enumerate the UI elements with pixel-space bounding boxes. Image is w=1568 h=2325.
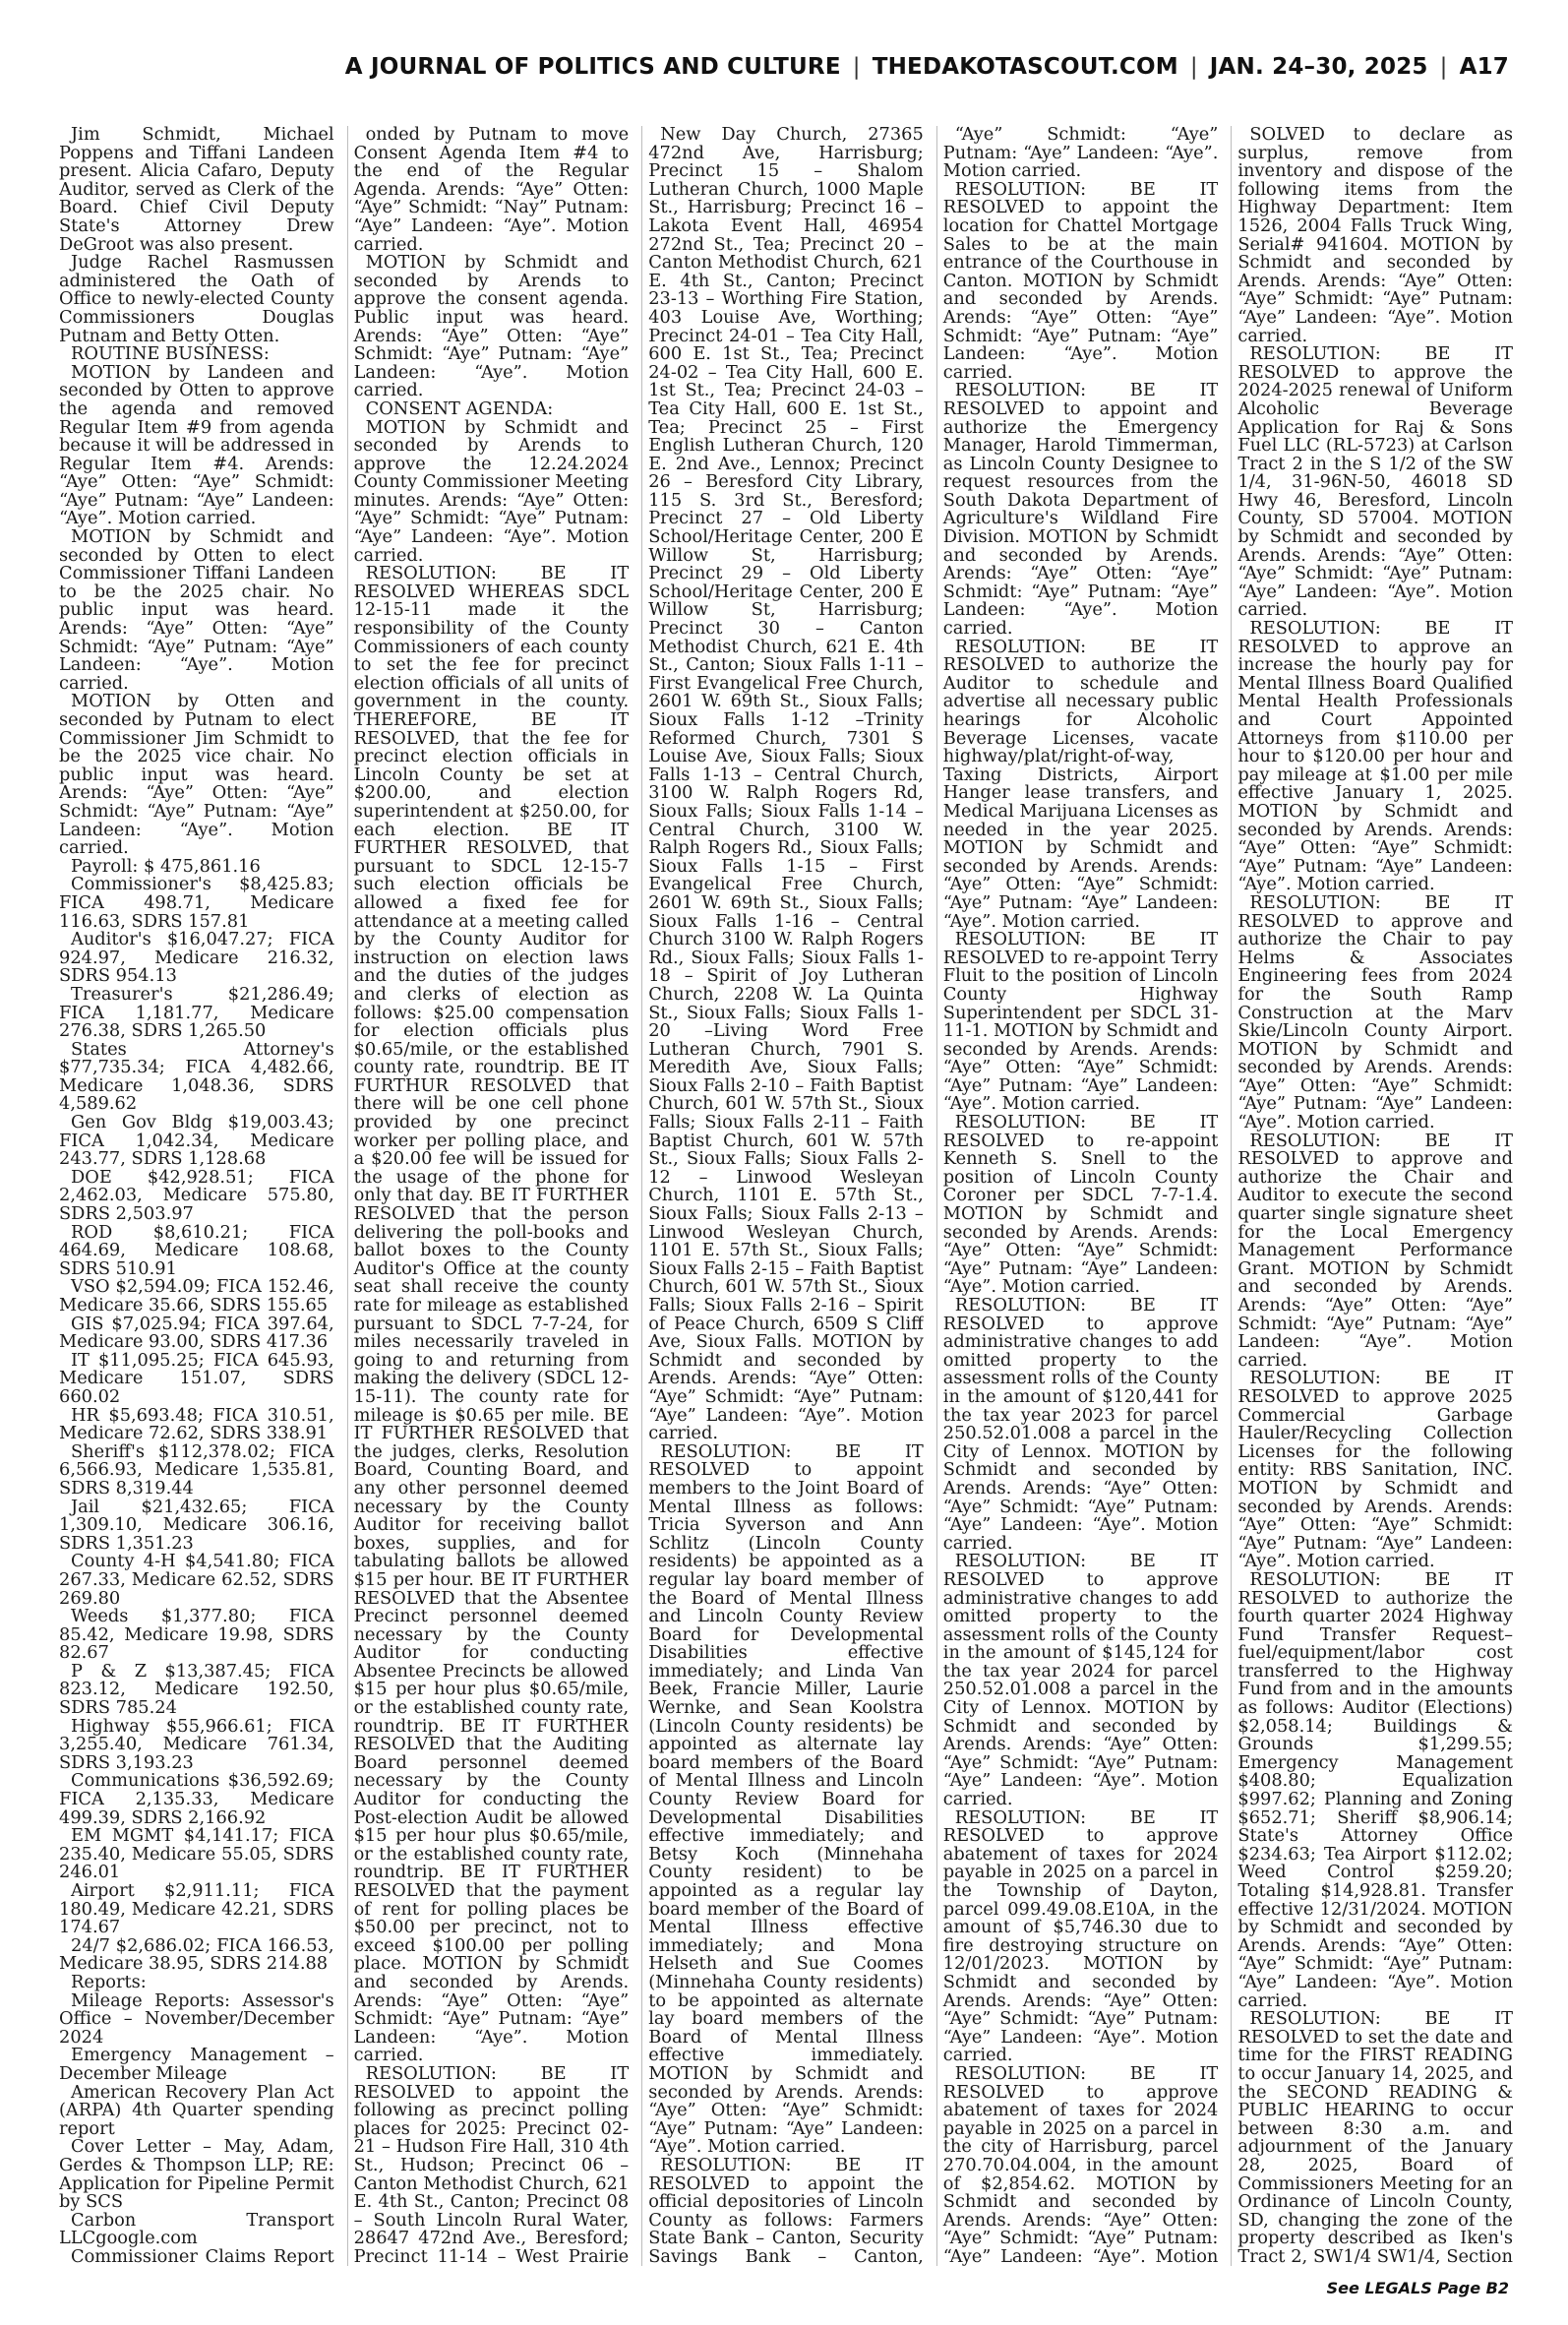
paragraph: DOE $42,928.51; FICA 2,462.03, Medicare 575.80, SDRS 2,503.97 [59,1166,334,1225]
paragraph: Carbon Transport LLCgoogle.com [59,2209,334,2249]
paragraph: MOTION by Schmidt and seconded by Arends to approve the 12.24.2024 County Commissioner Meeting minutes. Arends: “Aye” Otten: “Aye” Schmidt: “Aye” Putnam: “Aye” Landeen: “Aye”. Motion carried. [353,416,630,566]
paragraph: MOTION by Otten and seconded by Putnam to elect Commissioner Jim Schmidt to be the 2025 vice chair. No public input was heard. Arends: “Aye” Otten: “Aye” Schmidt: “Aye” Putnam: “Aye” Landeen: “Aye”. Motion carried. [59,691,334,859]
paragraph: Jim Schmidt, Michael Poppens and Tiffani Landeen present. Alicia Cafaro, Deputy Auditor, served as Clerk of the Board. Chief Civil Deputy State's Attorney Drew DeGroot was also present. [59,126,334,255]
paragraph: Treasurer's $21,286.49; FICA 1,181.77, Medicare 276.38, SDRS 1,265.50 [59,983,334,1042]
paragraph: Gen Gov Bldg $19,003.43; FICA 1,042.34, Medicare 243.77, SDRS 1,128.68 [59,1112,334,1170]
paragraph: Commissioner Claims Report [71,2245,334,2266]
text-column [936,126,1219,2266]
paragraph: Reports: [71,1971,147,1992]
paragraph: SOLVED to declare as surplus, remove from inventory and dispose of the following items from the Highway Department: Item 1526, 2004 Falls Truck Wing, Serial# 941604. MOTION by Schmidt and seconded by Arends. Arends: “Aye” Otten: “Aye” Schmidt: “Aye” Putnam: “Aye” Landeen: “Aye”. Motion carried. [1237,126,1513,346]
paragraph: MOTION by Schmidt and seconded by Otten to elect Commissioner Tiffani Landeen to be the 2025 chair. No public input was heard. Arends: “Aye” Otten: “Aye” Schmidt: “Aye” Putnam: “Aye” Landeen: “Aye”. Motion carried. [59,526,334,694]
paragraph: Cover Letter – May, Adam, Gerdes & Thompson LLP; RE: Application for Pipeline Permit by SCS [59,2136,334,2213]
paragraph: Airport $2,911.11; FICA 180.49, Medicare 42.21, SDRS 174.67 [59,1880,334,1938]
paragraph: Highway $55,966.61; FICA 3,255.40, Medicare 761.34, SDRS 3,193.23 [59,1715,334,1773]
paragraph: MOTION by Schmidt and seconded by Arends to approve the consent agenda. Public input was heard. Arends: “Aye” Otten: “Aye” Schmidt: “Aye” Putnam: “Aye” Landeen: “Aye”. Motion carried. [353,252,630,401]
paragraph: States Attorney's $77,735.34; FICA 4,482.66, Medicare 1,048.36, SDRS 4,589.62 [59,1038,334,1115]
paragraph: New Day Church, 27365 472nd Ave, Harrisburg; Precinct 15 – Shalom Lutheran Church, 1000 Maple St., Harrisburg; Precinct 16 – Lakota Event Hall, 46954 272nd St., Tea; Precinct 20 – Canton Methodist Church, 621 E. 4th St., Canton; Precinct 23-13 – Worthing Fire Station, 403 Louise Ave, Worthing; Precinct 24-01 – Tea City Hall, 600 E. 1st St., Tea; Precinct 24-02 – Tea City Hall, 600 E. 1st St., Tea; Precinct 24-03 – Tea City Hall, 600 E. 1st St., Tea; Precinct 25 – First English Lutheran Church, 120 E. 2nd Ave., Lennox; Precinct 26 – Beresford City Library, 115 S. 3rd St., Beresford; Precinct 27 – Old Liberty School/Heritage Center, 200 E Willow St, Harrisburg; Precinct 29 – Old Liberty School/Heritage Center, 200 E Willow St, Harrisburg; Precinct 30 – Canton Methodist Church, 621 E. 4th St., Canton; Sioux Falls 1-11 – First Evangelical Free Church, 2601 W. 69th St., Sioux Falls; Sioux Falls 1-12 –Trinity Reformed Church, 7301 S Louise Ave, Sioux Falls; Sioux Falls 1-13 – Central Church, 3100 W. Ralph Rogers Rd, Sioux Falls; Sioux Falls 1-14 – Central Church, 3100 W. Ralph Rogers Rd., Sioux Falls; Sioux Falls 1-15 – First Evangelical Free Church, 2601 W. 69th St., Sioux Falls; Sioux Falls 1-16 – Central Church 3100 W. Ralph Rogers Rd., Sioux Falls; Sioux Falls 1-18 – Spirit of Joy Lutheran Church, 2208 W. La Quinta St., Sioux Falls; Sioux Falls 1-20 –Living Word Free Lutheran Church, 7901 S. Meredith Ave, Sioux Falls; Sioux Falls 2-10 – Faith Baptist Church, 601 W. 57th St., Sioux Falls; Sioux Falls 2-11 – Faith Baptist Church, 601 W. 57th St., Sioux Falls; Sioux Falls 2-12 – Linwood Wesleyan Church, 1101 E. 57th St., Sioux Falls; Sioux Falls 2-13 – Linwood Wesleyan Church, 1101 E. 57th St., Sioux Falls; Sioux Falls 2-15 – Faith Baptist Church, 601 W. 57th St., Sioux Falls; Sioux Falls 2-16 – Spirit of Peace Church, 6509 S Cliff Ave, Sioux Falls. MOTION by Schmidt and seconded by Arends. Arends: “Aye” Otten: “Aye” Schmidt: “Aye” Putnam: “Aye” Landeen: “Aye”. Motion carried. [648,126,924,1444]
site-url: THEDAKOTASCOUT.COM [872,54,1178,80]
paragraph: RESOLUTION: BE IT RESOLVED to approve abatement of taxes for 2024 payable in 2025 on a parcel in the city of Harrisburg, parcel 270.70.04.004, in the amount of $2,854.62. MOTION by Schmidt and seconded by Arends. Arends: “Aye” Otten: “Aye” Schmidt: “Aye” Putnam: “Aye” Landeen: “Aye”. Motion [942,2062,1219,2266]
continuation-note: See LEGALS Page B2 [1326,2279,1509,2297]
paragraph: onded by Putnam to move Consent Agenda Item #4 to the end of the Regular Agenda. Arends: “Aye” Otten: “Aye” Schmidt: “Nay” Putnam: “Aye” Landeen: “Aye”. Motion carried. [353,126,630,255]
paragraph: Commissioner's $8,425.83; FICA 498.71, Medicare 116.63, SDRS 157.81 [59,874,334,932]
paragraph: RESOLUTION: BE IT RESOLVED to approve administrative changes to add omitted property to the assessment rolls of the County in the amount of $145,124 for the tax year 2024 for parcel 250.52.01.008 a parcel in the City of Lennox. MOTION by Schmidt and seconded by Arends. Arends: “Aye” Otten: “Aye” Schmidt: “Aye” Putnam: “Aye” Landeen: “Aye”. Motion carried. [942,1551,1219,1810]
paragraph: RESOLUTION: BE IT RESOLVED to approve abatement of taxes for 2024 payable in 2025 on a parcel in the Township of Dayton, parcel 099.49.08.E10A, in the amount of $5,746.30 due to fire destroying structure on 12/01/2023. MOTION by Schmidt and seconded by Arends. Arends: “Aye” Otten: “Aye” Schmidt: “Aye” Putnam: “Aye” Landeen: “Aye”. Motion carried. [942,1806,1219,2066]
paragraph: Emergency Management – December Mileage [59,2045,334,2084]
paragraph: County 4-H $4,541.80; FICA 267.33, Medicare 62.52, SDRS 269.80 [59,1551,334,1609]
paragraph: EM MGMT $4,141.17; FICA 235.40, Medicare 55.05, SDRS 246.01 [59,1825,334,1883]
masthead-separator: | [1439,54,1448,80]
paragraph: RESOLUTION: BE IT RESOLVED to set the date and time for the FIRST READING to occur January 14, 2025, and the SECOND READING & PUBLIC HEARING to occur between 8:30 a.m. and adjournment of the January 28, 2025, Board of Commissioners Meeting for an Ordinance of Lincoln County, SD, changing the zone of the property described as Iken's Tract 2, SW1/4 SW1/4, Section [1237,2008,1513,2266]
paragraph: RESOLUTION: BE IT RESOLVED to authorize the Auditor to schedule and advertise all necessary public hearings for Alcoholic Beverage Licenses, vacate highway/plat/right-of-way, Taxing Districts, Airport Hanger lease transfers, and Medical Marijuana Licenses as needed in the year 2025. MOTION by Schmidt and seconded by Arends. Arends: “Aye” Otten: “Aye” Schmidt: “Aye” Putnam: “Aye” Landeen: “Aye”. Motion carried. [942,636,1219,932]
paragraph: RESOLUTION: BE IT RESOLVED to appoint and authorize the Emergency Manager, Harold Timmerman, as Lincoln County Designee to request resources from the South Dakota Department of Agriculture's Wildland Fire Division. MOTION by Schmidt and seconded by Arends. Arends: “Aye” Otten: “Aye” Schmidt: “Aye” Putnam: “Aye” Landeen: “Aye”. Motion carried. [942,380,1219,640]
paragraph: P & Z $13,387.45; FICA 823.12, Medicare 192.50, SDRS 785.24 [59,1660,334,1719]
paragraph: ROD $8,610.21; FICA 464.69, Medicare 108.68, SDRS 510.91 [59,1221,334,1279]
text-column [641,126,924,2266]
paragraph: 24/7 $2,686.02; FICA 166.53, Medicare 38.95, SDRS 214.88 [59,1934,334,1975]
masthead-separator: | [852,54,861,80]
paragraph: RESOLUTION: BE IT RESOLVED to approve and authorize the Chair and Auditor to execute the second quarter single signature sheet for the Local Emergency Management Performance Grant. MOTION by Schmidt and seconded by Arends. Arends: “Aye” Otten: “Aye” Schmidt: “Aye” Putnam: “Aye” Landeen: “Aye”. Motion carried. [1237,1130,1513,1371]
paragraph: Weeds $1,377.80; FICA 85.42, Medicare 19.98, SDRS 82.67 [59,1606,334,1664]
paragraph: RESOLUTION: BE IT RESOLVED to appoint the official depositories of Lincoln County as follows: Farmers State Bank – Canton, Security Savings Bank – Canton, [648,2154,924,2266]
paragraph: RESOLUTION: BE IT RESOLVED to approve the 2024-2025 renewal of Uniform Alcoholic Beverage Application for Raj & Sons Fuel LLC (RL-5723) at Carlson Tract 2 in the S 1/2 of the SW 1/4, 31-96N-50, 46018 SD Hwy 46, Beresford, Lincoln County, SD 57004. MOTION by Schmidt and seconded by Arends. Arends: “Aye” Otten: “Aye” Schmidt: “Aye” Putnam: “Aye” Landeen: “Aye”. Motion carried. [1237,343,1513,621]
legal-notice-columns [59,126,1513,2266]
paragraph: RESOLUTION: BE IT RESOLVED to approve and authorize the Chair to pay Helms & Associates Engineering fees from 2024 for the South Ramp Construction at the Marv Skie/Lincoln County Airport. MOTION by Schmidt and seconded by Arends. Arends: “Aye” Otten: “Aye” Schmidt: “Aye” Putnam: “Aye” Landeen: “Aye”. Motion carried. [1237,891,1513,1133]
paragraph: American Recovery Plan Act (ARPA) 4th Quarter spending report [59,2081,334,2139]
paragraph: CONSENT AGENDA: [365,398,554,419]
paragraph: Mileage Reports: Assessor's Office – November/December 2024 [59,1989,334,2048]
text-column [1231,126,1513,2266]
paragraph: RESOLUTION: BE IT RESOLVED to appoint the location for Chattel Mortgage Sales to be at the main entrance of the Courthouse in Canton. MOTION by Schmidt and seconded by Arends. Arends: “Aye” Otten: “Aye” Schmidt: “Aye” Putnam: “Aye” Landeen: “Aye”. Motion carried. [942,178,1219,383]
paragraph: VSO $2,594.09; FICA 152.46, Medicare 35.66, SDRS 155.65 [59,1276,334,1315]
paragraph: Judge Rachel Rasmussen administered the Oath of Office to newly-elected County Commissioners Douglas Putnam and Betty Otten. [59,252,334,346]
paragraph: GIS $7,025.94; FICA 397.64, Medicare 93.00, SDRS 417.36 [59,1313,334,1353]
paragraph: RESOLUTION: BE IT RESOLVED to authorize the fourth quarter 2024 Highway Fund Transfer Request–fuel/equipment/labor cost transferred to the Highway Fund from and in the amounts as follows: Auditor (Elections) $2,058.14; Buildings & Grounds $1,299.55; Emergency Management $408.80; Equalization $997.62; Planning and Zoning $652.71; Sheriff $8,906.14; State's Attorney Office $234.63; Tea Airport $112.02; Weed Control $259.20; Totaling $14,928.81. Transfer effective 12/31/2024. MOTION by Schmidt and seconded by Arends. Arends: “Aye” Otten: “Aye” Schmidt: “Aye” Putnam: “Aye” Landeen: “Aye”. Motion carried. [1237,1568,1513,2011]
text-column [59,126,334,2266]
paragraph: Communications $36,592.69; FICA 2,135.33, Medicare 499.39, SDRS 2,166.92 [59,1770,334,1828]
paragraph: RESOLUTION: BE IT RESOLVED to approve administrative changes to add omitted property to the assessment rolls of the County in the amount of $120,441 for the tax year 2023 for parcel 250.52.01.008 a parcel in the City of Lennox. MOTION by Schmidt and seconded by Arends. Arends: “Aye” Otten: “Aye” Schmidt: “Aye” Putnam: “Aye” Landeen: “Aye”. Motion carried. [942,1295,1219,1554]
page-number: A17 [1459,54,1509,80]
paragraph: IT $11,095.25; FICA 645.93, Medicare 151.07, SDRS 660.02 [59,1349,334,1407]
paragraph: Jail $21,432.65; FICA 1,309.10, Medicare 306.16, SDRS 1,351.23 [59,1496,334,1554]
paragraph: RESOLUTION: BE IT RESOLVED to appoint the following as precinct polling places for 2025: Precinct 02-21 – Hudson Fire Hall, 310 4th St., Hudson; Precinct 06 – Canton Methodist Church, 621 E. 4th St., Canton; Precinct 08 – South Lincoln Rural Water, 28647 472nd Ave., Beresford; Precinct 11-14 – West Prairie [353,2062,630,2266]
paragraph: RESOLUTION: BE IT RESOLVED to approve an increase the hourly pay for Mental Illness Board Qualified Mental Health Professionals and Court Appointed Attorneys from $110.00 per hour to $120.00 per hour and pay mileage at $1.00 per mile effective January 1, 2025. MOTION by Schmidt and seconded by Arends. Arends: “Aye” Otten: “Aye” Schmidt: “Aye” Putnam: “Aye” Landeen: “Aye”. Motion carried. [1237,618,1513,895]
paragraph: ROUTINE BUSINESS: [71,343,270,365]
paragraph: HR $5,693.48; FICA 310.51, Medicare 72.62, SDRS 338.91 [59,1404,334,1444]
paragraph: RESOLUTION: BE IT RESOLVED to approve 2025 Commercial Garbage Hauler/Recycling Collection Licenses for the following entity: RBS Sanitation, INC. MOTION by Schmidt and seconded by Arends. Arends: “Aye” Otten: “Aye” Schmidt: “Aye” Putnam: “Aye” Landeen: “Aye”. Motion carried. [1237,1368,1513,1572]
issue-date: JAN. 24–30, 2025 [1209,54,1428,80]
journal-tagline: A JOURNAL OF POLITICS AND CULTURE [344,54,841,80]
masthead-separator: | [1189,54,1198,80]
paragraph: Sheriff's $112,378.02; FICA 6,566.93, Medicare 1,535.81, SDRS 8,319.44 [59,1440,334,1499]
page-masthead [59,47,1509,87]
paragraph: “Aye” Schmidt: “Aye” Putnam: “Aye” Landeen: “Aye”. Motion carried. [942,126,1219,182]
paragraph: RESOLUTION: BE IT RESOLVED to appoint members to the Joint Board of Mental Illness as follows: Tricia Syverson and Ann Schlitz (Lincoln County residents) be appointed as a regular lay board member of the Board of Mental Illness and Lincoln County Review Board for Developmental Disabilities effective immediately; and Linda Van Beek, Francie Miller, Laurie Wernke, and Sean Koolstra (Lincoln County residents) be appointed as alternate lay board members of the Board of Mental Illness and Lincoln County Review Board for Developmental Disabilities effective immediately; and Betsy Koch (Minnehaha County resident) to be appointed as a regular lay board member of the Board of Mental Illness effective immediately; and Mona Helseth and Sue Coomes (Minnehaha County residents) to be appointed as alternate lay board members of the Board of Mental Illness effective immediately. MOTION by Schmidt and seconded by Arends. Arends: “Aye” Otten: “Aye” Schmidt: “Aye” Putnam: “Aye” Landeen: “Aye”. Motion carried. [648,1440,924,2158]
paragraph: RESOLUTION: BE IT RESOLVED to re-appoint Kenneth S. Snell to the position of Lincoln County Coroner per SDCL 7-7-1.4. MOTION by Schmidt and seconded by Arends. Arends: “Aye” Otten: “Aye” Schmidt: “Aye” Putnam: “Aye” Landeen: “Aye”. Motion carried. [942,1112,1219,1298]
paragraph: RESOLUTION: BE IT RESOLVED to re-appoint Terry Fluit to the position of Lincoln County Highway Superintendent per SDCL 31-11-1. MOTION by Schmidt and seconded by Arends. Arends: “Aye” Otten: “Aye” Schmidt: “Aye” Putnam: “Aye” Landeen: “Aye”. Motion carried. [942,929,1219,1115]
paragraph: Payroll: $ 475,861.16 [71,855,261,877]
text-column [347,126,630,2266]
paragraph: Auditor's $16,047.27; FICA 924.97, Medicare 216.32, SDRS 954.13 [59,929,334,987]
paragraph: RESOLUTION: BE IT RESOLVED WHEREAS SDCL 12-15-11 made it the responsibility of the County Commissioners of each county to set the fee for precinct election officials of all units of government in the county. THEREFORE, BE IT RESOLVED, that the fee for precinct election officials in Lincoln County be set at $200.00, and election superintendent at $250.00, for each election. BE IT FURTHER RESOLVED, that pursuant to SDCL 12-15-7 such election officials be allowed a fixed fee for attendance at a meeting called by the County Auditor for instruction on election laws and the duties of the judges and clerks of election as follows: $25.00 compensation for election officials plus $0.65/mile, or the established county rate, roundtrip. BE IT FURTHUR RESOLVED that there will be one cell phone provided by one precinct worker per polling place, and a $20.00 fee will be issued for the usage of the phone for only that day. BE IT FURTHER RESOLVED that the person delivering the poll-books and ballot boxes to the County Auditor's Office at the county seat shall receive the county rate for mileage as established pursuant to SDCL 7-7-24, for miles necessarily traveled in going to and returning from making the delivery (SDCL 12-15-11). The county rate for mileage is $0.65 per mile. BE IT FURTHER RESOLVED that the judges, clerks, Resolution Board, Counting Board, and any other personnel deemed necessary by the County Auditor for receiving ballot boxes, supplies, and for tabulating ballots be allowed $15 per hour. BE IT FURTHER RESOLVED that the Absentee Precinct personnel deemed necessary by the County Auditor for conducting Absentee Precincts be allowed $15 per hour plus $0.65/mile, or the established county rate, roundtrip. BE IT FURTHER RESOLVED that the Auditing Board personnel deemed necessary by the County Auditor for conducting the Post-election Audit be allowed $15 per hour plus $0.65/mile, or the established county rate, roundtrip. BE IT FURTHER RESOLVED that the payment of rent for polling places be $50.00 per precinct, not to exceed $100.00 per polling place. MOTION by Schmidt and seconded by Arends. Arends: “Aye” Otten: “Aye” Schmidt: “Aye” Putnam: “Aye” Landeen: “Aye”. Motion carried. [353,563,630,2066]
paragraph: MOTION by Landeen and seconded by Otten to approve the agenda and removed Regular Item #9 from agenda because it will be addressed in Regular Item #4. Arends: “Aye” Otten: “Aye” Schmidt: “Aye” Putnam: “Aye” Landeen: “Aye”. Motion carried. [59,361,334,529]
